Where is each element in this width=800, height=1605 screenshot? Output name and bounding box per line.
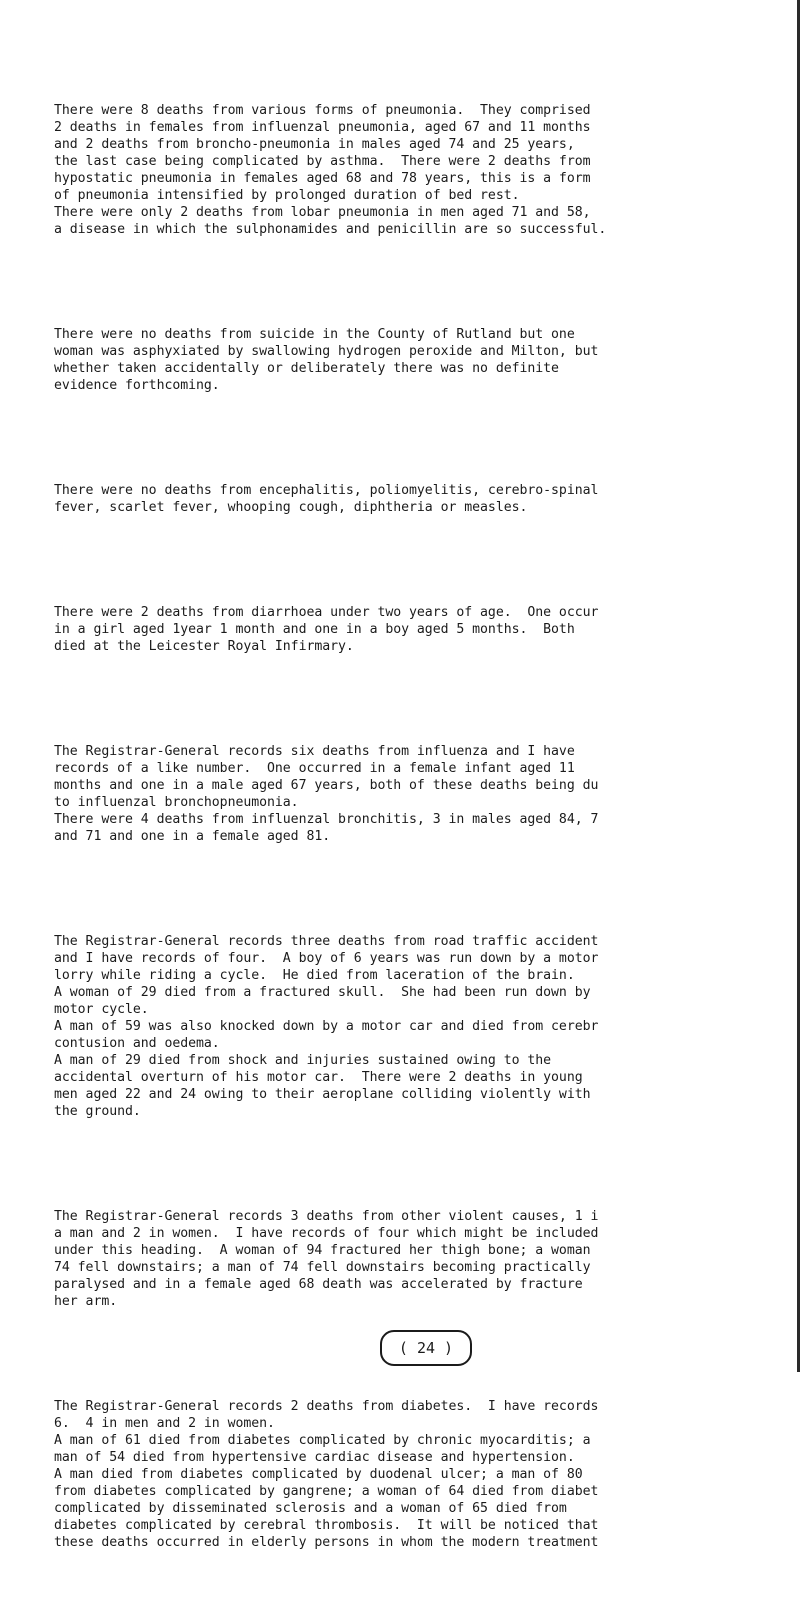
text-line: complicated by disseminated sclerosis and a woman of 65 died from — [54, 1501, 567, 1516]
text-line: a disease in which the sulphonamides and penicillin are so successful. — [54, 222, 607, 237]
text-line: 74 fell downstairs; a man of 74 fell downstairs becoming practically — [54, 1260, 591, 1275]
text-line: A woman of 29 died from a fractured skull. She had been run down by — [54, 985, 591, 1000]
text-line: whether taken accidentally or deliberately there was no definite — [54, 361, 559, 376]
text-line: the last case being complicated by asthma. There were 2 deaths from — [54, 154, 591, 169]
text-line: man of 54 died from hypertensive cardiac disease and hypertension. — [54, 1450, 575, 1465]
text-line: There were 2 deaths from diarrhoea under two years of age. One occur — [54, 605, 599, 620]
text-line: and 2 deaths from broncho-pneumonia in males aged 74 and 25 years, — [54, 137, 575, 152]
text-line: a man and 2 in women. I have records of four which might be included — [54, 1226, 599, 1241]
text-line: lorry while riding a cycle. He died from laceration of the brain. — [54, 968, 575, 983]
text-line: 6. 4 in men and 2 in women. — [54, 1416, 275, 1431]
text-line: There were only 2 deaths from lobar pneumonia in men aged 71 and 58, — [54, 205, 591, 220]
paragraph-diabetes — [54, 1364, 799, 1585]
text-line: A man of 29 died from shock and injuries sustained owing to the — [54, 1053, 552, 1068]
text-line: paralysed and in a female aged 68 death was accelerated by fracture — [54, 1277, 583, 1292]
paragraph-influenza — [54, 709, 799, 879]
text-line: fever, scarlet fever, whooping cough, diphtheria or measles. — [54, 500, 528, 515]
text-line: There were no deaths from suicide in the County of Rutland but one — [54, 327, 575, 342]
text-line: under this heading. A woman of 94 fractured her thigh bone; a woman — [54, 1243, 591, 1258]
text-line: these deaths occurred in elderly persons in whom the modern treatment — [54, 1535, 599, 1550]
text-line: The Registrar-General records three deaths from road traffic accident — [54, 934, 599, 949]
text-line: motor cycle. — [54, 1002, 149, 1017]
text-line: months and one in a male aged 67 years, both of these deaths being du — [54, 778, 599, 793]
page-number — [380, 1330, 472, 1366]
text-line: accidental overturn of his motor car. There were 2 deaths in young — [54, 1070, 583, 1085]
text-line: records of a like number. One occurred in a female infant aged 11 — [54, 761, 575, 776]
text-line: diabetes complicated by cerebral thrombosis. It will be noticed that — [54, 1518, 599, 1533]
text-line: died at the Leicester Royal Infirmary. — [54, 639, 354, 654]
text-line: her arm. — [54, 1294, 118, 1309]
text-line: contusion and oedema. — [54, 1036, 220, 1051]
paragraph-diarrhoea — [54, 570, 799, 689]
paragraph-road-traffic — [54, 899, 799, 1154]
text-line: There were 4 deaths from influenzal bronchitis, 3 in males aged 84, 7 — [54, 812, 599, 827]
page-number-value: ( 24 ) — [398, 1339, 454, 1357]
paragraph-violent-causes — [54, 1174, 799, 1344]
text-line: The Registrar-General records six deaths from influenza and I have — [54, 744, 575, 759]
text-line: men aged 22 and 24 owing to their aeroplane colliding violently with — [54, 1087, 591, 1102]
text-line: in a girl aged 1year 1 month and one in a boy aged 5 months. Both — [54, 622, 575, 637]
text-line: 2 deaths in females from influenzal pneumonia, aged 67 and 11 months — [54, 120, 591, 135]
paragraph-infectious-diseases — [54, 448, 799, 550]
document-body — [54, 68, 799, 1605]
text-line: There were 8 deaths from various forms of pneumonia. They comprised — [54, 103, 591, 118]
text-line: and 71 and one in a female aged 81. — [54, 829, 331, 844]
text-line: A man died from diabetes complicated by duodenal ulcer; a man of 80 — [54, 1467, 583, 1482]
text-line: hypostatic pneumonia in females aged 68 and 78 years, this is a form — [54, 171, 591, 186]
paragraph-suicide — [54, 292, 799, 428]
paragraph-pneumonia — [54, 68, 799, 272]
text-line: woman was asphyxiated by swallowing hydrogen peroxide and Milton, but — [54, 344, 599, 359]
text-line: of pneumonia intensified by prolonged duration of bed rest. — [54, 188, 520, 203]
text-line: from diabetes complicated by gangrene; a woman of 64 died from diabet — [54, 1484, 599, 1499]
text-line: The Registrar-General records 3 deaths from other violent causes, 1 i — [54, 1209, 599, 1224]
text-line: A man of 59 was also knocked down by a motor car and died from cerebr — [54, 1019, 599, 1034]
text-line: A man of 61 died from diabetes complicated by chronic myocarditis; a — [54, 1433, 591, 1448]
text-line: the ground. — [54, 1104, 141, 1119]
text-line: evidence forthcoming. — [54, 378, 220, 393]
text-line: The Registrar-General records 2 deaths from diabetes. I have records — [54, 1399, 599, 1414]
text-line: to influenzal bronchopneumonia. — [54, 795, 299, 810]
text-line: and I have records of four. A boy of 6 years was run down by a motor — [54, 951, 599, 966]
text-line: There were no deaths from encephalitis, poliomyelitis, cerebro-spinal — [54, 483, 599, 498]
